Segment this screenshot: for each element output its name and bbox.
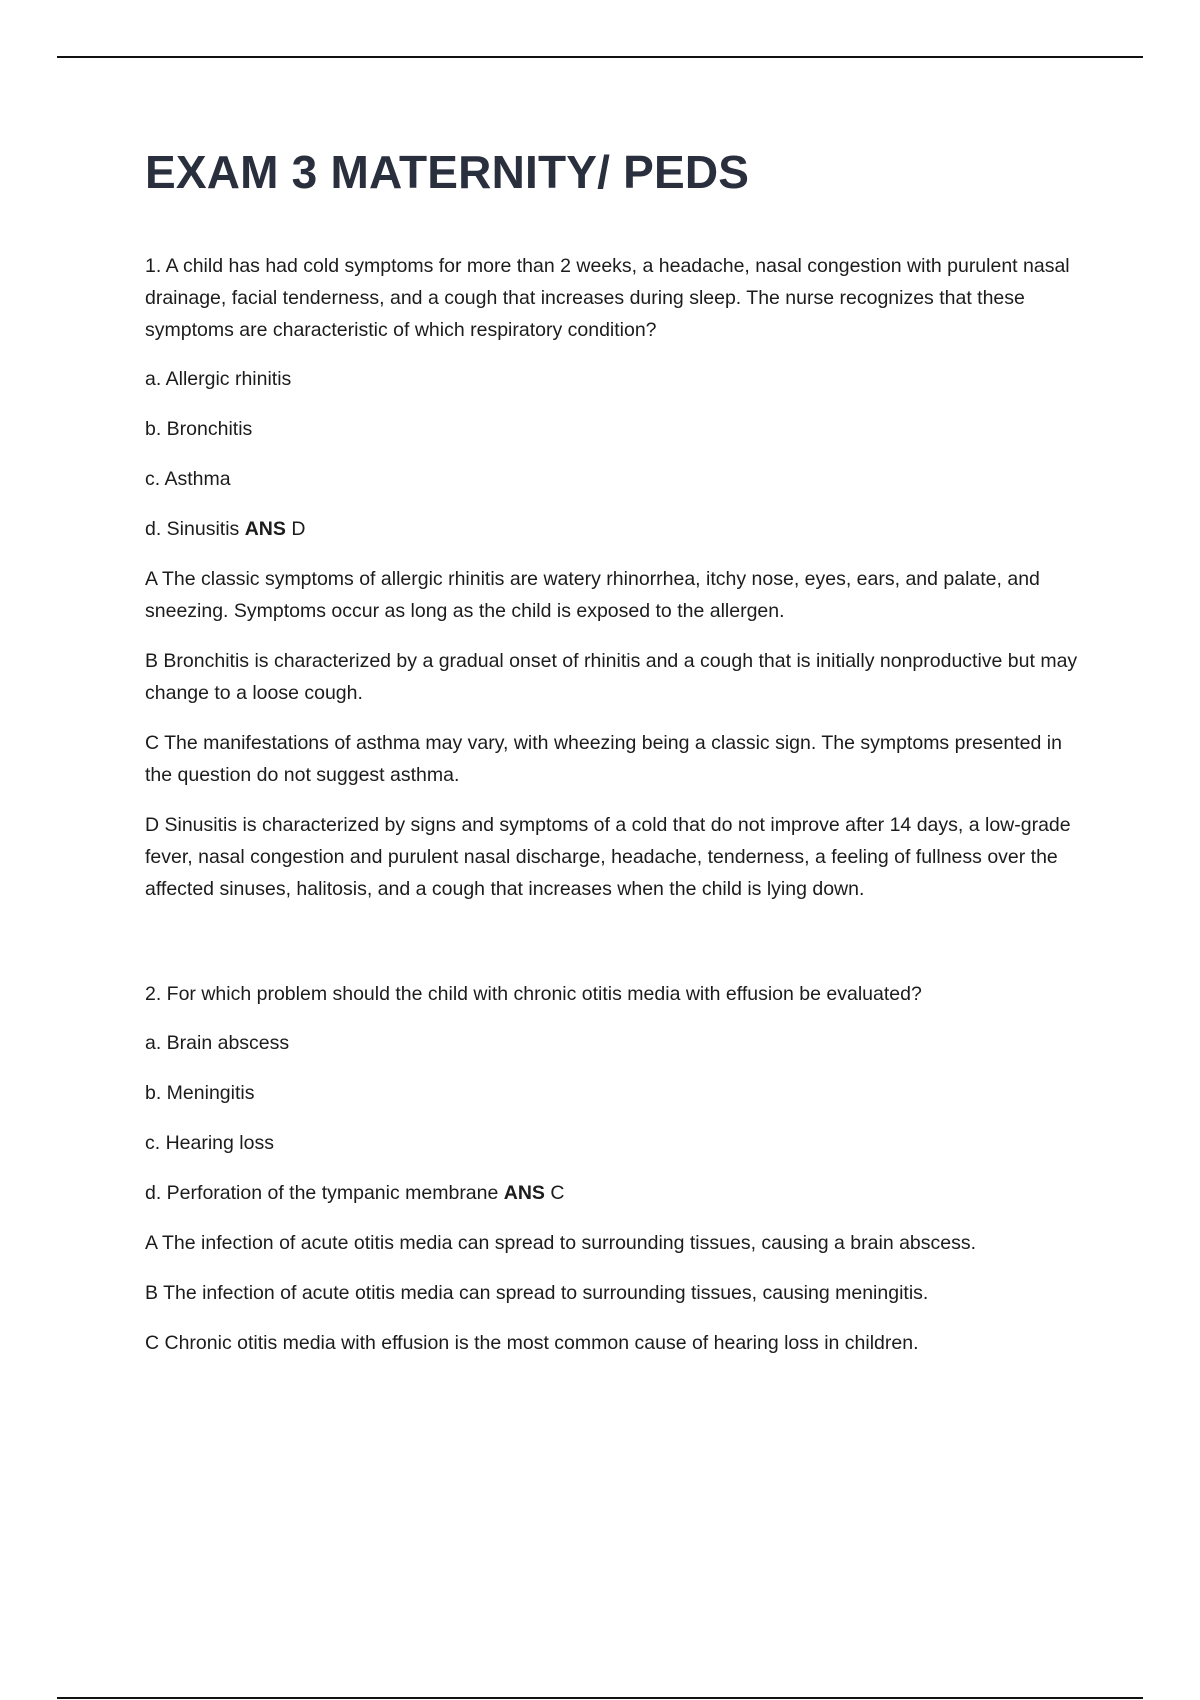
rationale-b: B The infection of acute otitis media can spread to surrounding tissues, causing meningitis. [145,1282,929,1304]
rationale-b: B Bronchitis is characterized by a gradual onset of rhinitis and a cough that is initially nonproductive but may change to a loose cough. [145,650,1078,704]
answer-option-b: b. Meningitis [145,1082,255,1104]
answer-option-c: c. Asthma [145,468,231,490]
rationale-c: C Chronic otitis media with effusion is the most common cause of hearing loss in children. [145,1332,919,1354]
page-title: EXAM 3 MATERNITY/ PEDS [145,146,750,198]
answer-option-a: a. Brain abscess [145,1032,290,1054]
question-2 [145,978,1085,1377]
question-1 [145,250,1085,923]
bottom-rule [57,1697,1143,1699]
top-rule [57,56,1143,58]
rationale-c: C The manifestations of asthma may vary, with wheezing being a classic sign. The symptoms presented in the question do not suggest asthma. [145,732,1062,786]
question-stem: 1. A child has had cold symptoms for more than 2 weeks, a headache, nasal congestion with purulent nasal drainage, facial tenderness, and a cough that increases during sleep. The nurse recognizes that these symptoms are characteristic of which respiratory condition? [145,255,1070,341]
answer-option-c: c. Hearing loss [145,1132,274,1154]
document-body [145,140,1085,1354]
option-text: d. Perforation of the tympanic membrane [145,1182,499,1204]
answer-option-a: a. Allergic rhinitis [145,368,292,390]
answer-option-b: b. Bronchitis [145,418,253,440]
answer-label: ANS [244,518,286,540]
answer-value: C [550,1182,565,1204]
option-text: d. Sinusitis [145,518,240,540]
answer-option-d [145,1177,1085,1209]
answer-value: D [291,518,306,540]
answer-option-d [145,513,1085,545]
rationale-a: A The infection of acute otitis media can spread to surrounding tissues, causing a brain abscess. [145,1232,977,1254]
answer-label: ANS [503,1182,545,1204]
rationale-a: A The classic symptoms of allergic rhinitis are watery rhinorrhea, itchy nose, eyes, ears, and palate, and sneezing. Symptoms occur as long as the child is exposed to the allergen. [145,568,1040,622]
rationale-d: D Sinusitis is characterized by signs and symptoms of a cold that do not improve after 14 days, a low-grade fever, nasal congestion and purulent nasal discharge, headache, tenderness, a feeling of fullness over the affected sinuses, halitosis, and a cough that increases when the child is lying down. [145,814,1071,900]
question-stem: 2. For which problem should the child with chronic otitis media with effusion be evaluated? [145,983,922,1005]
